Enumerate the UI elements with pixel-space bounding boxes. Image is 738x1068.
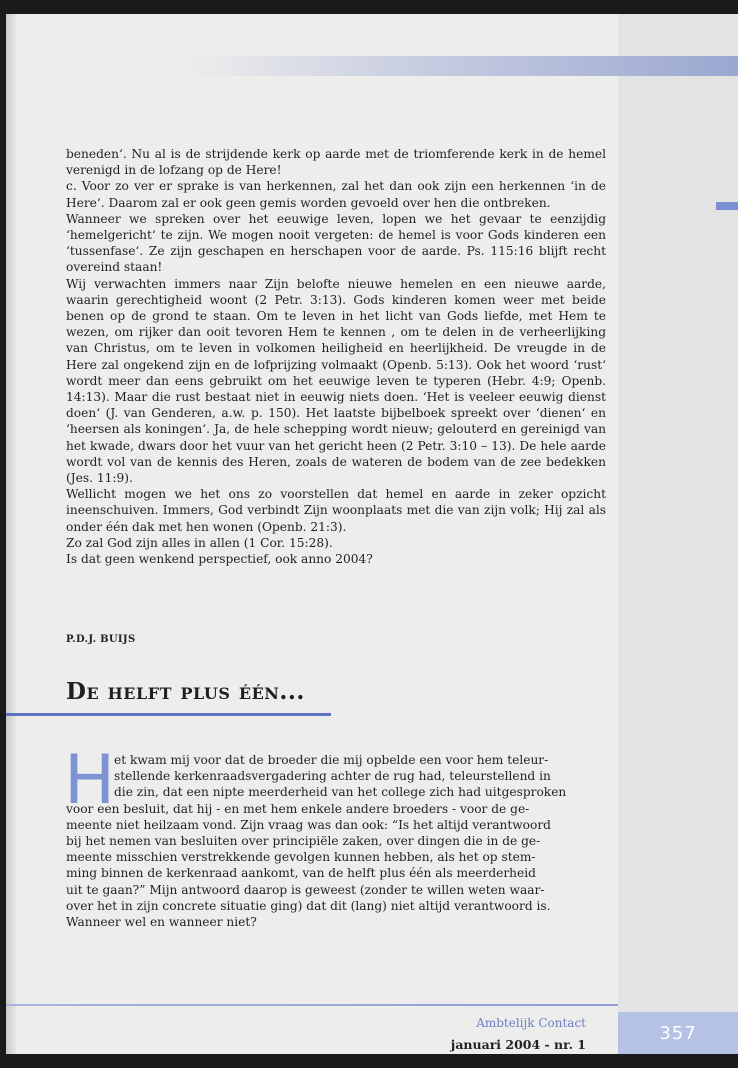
intro-line: die zin, dat een nipte meerderheid van het college zich had uitgesproken [114,785,567,800]
margin-band [618,14,738,1054]
intro-line: stellende kerkenraadsvergadering achter de rug had, teleurstellend in [114,769,551,784]
body-paragraph: Wij verwachten immers naar Zijn belofte nieuwe hemelen en een nieuwe aarde, waarin gerechtigheid woont (2 Petr. 3:13). Gods kinderen komen weer met beide benen op de grond te staan. Om te leven in het licht van Gods liefde, met Hem te wezen, om rijker dan ooit tevoren Hem te kennen , om te delen in de verheerlijking van Christus, om te leven in volkomen heiligheid en heerlijkheid. De vreugde in de Here zal ongekend zijn en de lofprijzing volmaakt (Openb. 5:13). Ook het woord ‘rust‘ wordt meer dan eens gebruikt om het eeuwige leven te typeren (Hebr. 4:9; Openb. 14:13). Maar die rust bestaat niet in eeuwig niets doen. ‘Het is veeleer eeuwig dienst doen‘ (J. van Genderen, a.w. p. 150). Het laatste bijbelboek spreekt over ‘dienen‘ en ‘heersen als koningen‘. Ja, de hele schepping wordt nieuw; gelouterd en gereinigd van het kwade, dwars door het vuur van het gericht heen (2 Petr. 3:10 – 13). De hele aarde wordt vol van de kennis des Heren, zoals de wateren de bodem van de zee bedekken (Jes. 11:9). [66,276,606,486]
intro-line: bij het nemen van besluiten over principiële zaken, over dingen die in de ge- [66,834,541,849]
intro-line: meente niet heilzaam vond. Zijn vraag was dan ook: “Is het altijd verantwoord [66,817,551,832]
body-paragraph: Wellicht mogen we het ons zo voorstellen dat hemel en aarde in zeker opzicht ineenschuiven. Immers, God verbindt Zijn woonplaats met die van zijn volk; Hij zal als onder één dak met hen wonen (Openb. 21:3). [66,487,606,534]
intro-paragraph [64,741,606,930]
issue-info: januari 2004 - nr. 1 [450,1037,586,1052]
page-number: 357 [618,1012,738,1054]
journal-title: Ambtelijk Contact [476,1016,586,1030]
intro-line: voor een besluit, dat hij - en met hem enkele andere broeders - voor de ge- [66,801,530,816]
binding-edge [6,14,16,1054]
intro-line: et kwam mij voor dat de broeder die mij opbelde een voor hem teleur- [114,753,549,767]
drop-cap: H [64,741,116,820]
intro-line: uit te gaan?” Mijn antwoord daarop is geweest (zonder te willen weten waar- [66,882,545,897]
body-paragraph: c. Voor zo ver er sprake is van herkennen, zal het dan ook zijn een herkennen ‘in de Here‘. Daarom zal er ook geen gemis worden gevoeld over hen die ontbreken. [66,179,606,210]
body-paragraph: Wanneer we spreken over het eeuwige leven, lopen we het gevaar te eenzijdig ‘hemelgericht‘ te zijn. We mogen nooit vergeten: de hemel is voor Gods kinderen een ‘tussenfase‘. Ze zijn geschapen en herschapen voor de aarde. Ps. 115:16 blijft recht overeind staan! [66,211,606,275]
intro-line: Wanneer wel en wanneer niet? [66,915,257,930]
footer-rule [6,1004,618,1006]
intro-line: meente misschien verstrekkende gevolgen kunnen hebben, als het op stem- [66,850,536,865]
author-name: P.D.J. BUIJS [66,634,136,645]
heading-underline [6,713,331,716]
article-body [66,146,606,567]
body-paragraph: Is dat geen wenkend perspectief, ook anno 2004? [66,552,373,567]
article-heading: De helft plus één... [66,678,305,705]
margin-marker [716,202,738,210]
body-paragraph: Zo zal God zijn alles in allen (1 Cor. 15:28). [66,535,333,550]
magazine-page [6,14,738,1054]
intro-line: ming binnen de kerkenraad aankomt, van de helft plus één als meerderheid [66,866,536,881]
body-paragraph: beneden‘. Nu al is de strijdende kerk op aarde met de triomferende kerk in de hemel verenigd in de lofzang op de Here! [66,147,606,178]
header-color-bar [186,56,738,76]
intro-line: over het in zijn concrete situatie ging) dat dit (lang) niet altijd verantwoord is. [66,898,551,913]
